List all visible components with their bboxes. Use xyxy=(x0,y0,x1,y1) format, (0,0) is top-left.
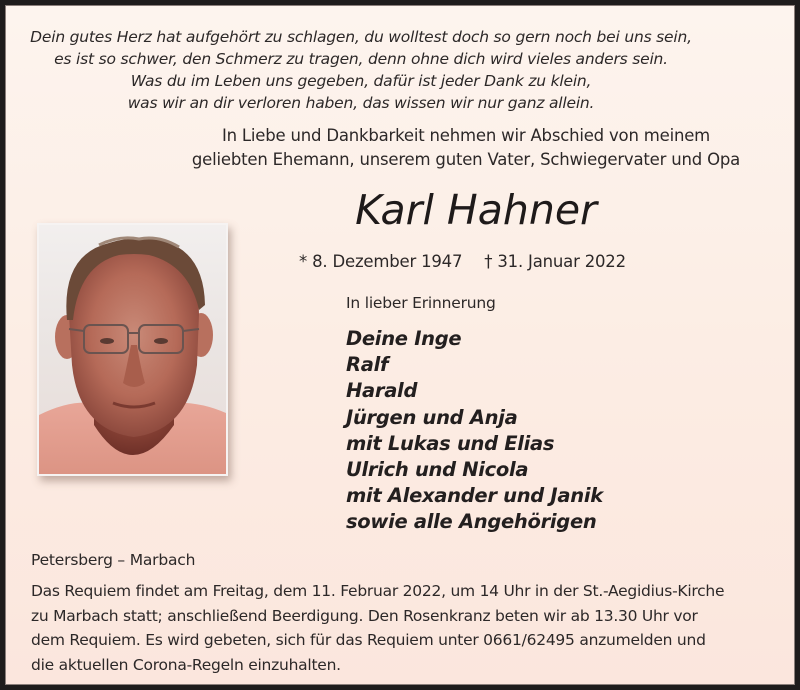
mourner-entry: sowie alle Angehörigen xyxy=(346,510,597,534)
mourner-entry: Ralf xyxy=(346,353,389,377)
deceased-name: Karl Hahner xyxy=(355,186,597,234)
obituary-notice xyxy=(5,5,795,685)
mourner-entry: Jürgen und Anja xyxy=(346,405,518,429)
intro-line: In Liebe und Dankbarkeit nehmen wir Abschied von meinem xyxy=(221,126,711,145)
mourner-entry: mit Alexander und Janik xyxy=(346,484,603,508)
poem-line: was wir an dir verloren haben, das wissen wir nur ganz allein. xyxy=(127,94,595,112)
notice-line: die aktuellen Corona-Regeln einzuhalten. xyxy=(31,655,341,674)
mourner-entry: Deine Inge xyxy=(346,327,462,350)
portrait-image-icon xyxy=(39,225,226,474)
portrait-photo xyxy=(39,225,226,474)
poem-line: Was du im Leben uns gegeben, dafür ist jeder Dank zu klein, xyxy=(130,72,592,90)
farewell-intro xyxy=(176,124,756,172)
intro-line: geliebten Ehemann, unserem guten Vater, Schwiegervater und Opa xyxy=(191,150,741,169)
portrait-photo-frame xyxy=(37,223,228,476)
mourners-list xyxy=(346,326,603,536)
memorial-poem xyxy=(11,26,711,114)
funeral-notice xyxy=(31,579,771,677)
mourner-entry: Harald xyxy=(346,379,418,403)
poem-line: Dein gutes Herz hat aufgehört zu schlagen, du wolltest doch so gern noch bei uns sein, xyxy=(30,28,692,46)
notice-line: dem Requiem. Es wird gebeten, sich für das Requiem unter 0661/62495 anzumelden und xyxy=(31,631,706,649)
birth-date: * 8. Dezember 1947 xyxy=(299,252,463,271)
life-dates xyxy=(299,250,626,274)
memory-label: In lieber Erinnerung xyxy=(346,294,496,312)
mourner-entry: Ulrich und Nicola xyxy=(346,458,529,482)
death-date: † 31. Januar 2022 xyxy=(484,252,626,271)
place-line: Petersberg – Marbach xyxy=(31,551,196,569)
notice-line: zu Marbach statt; anschließend Beerdigung. Den Rosenkranz beten wir ab 13.30 Uhr vor xyxy=(31,606,698,625)
mourner-entry: mit Lukas und Elias xyxy=(346,431,555,455)
notice-line: Das Requiem findet am Freitag, dem 11. Februar 2022, um 14 Uhr in der St.-Aegidius-Kirche xyxy=(31,582,725,600)
poem-line: es ist so schwer, den Schmerz zu tragen, denn ohne dich wird vieles anders sein. xyxy=(54,50,668,68)
